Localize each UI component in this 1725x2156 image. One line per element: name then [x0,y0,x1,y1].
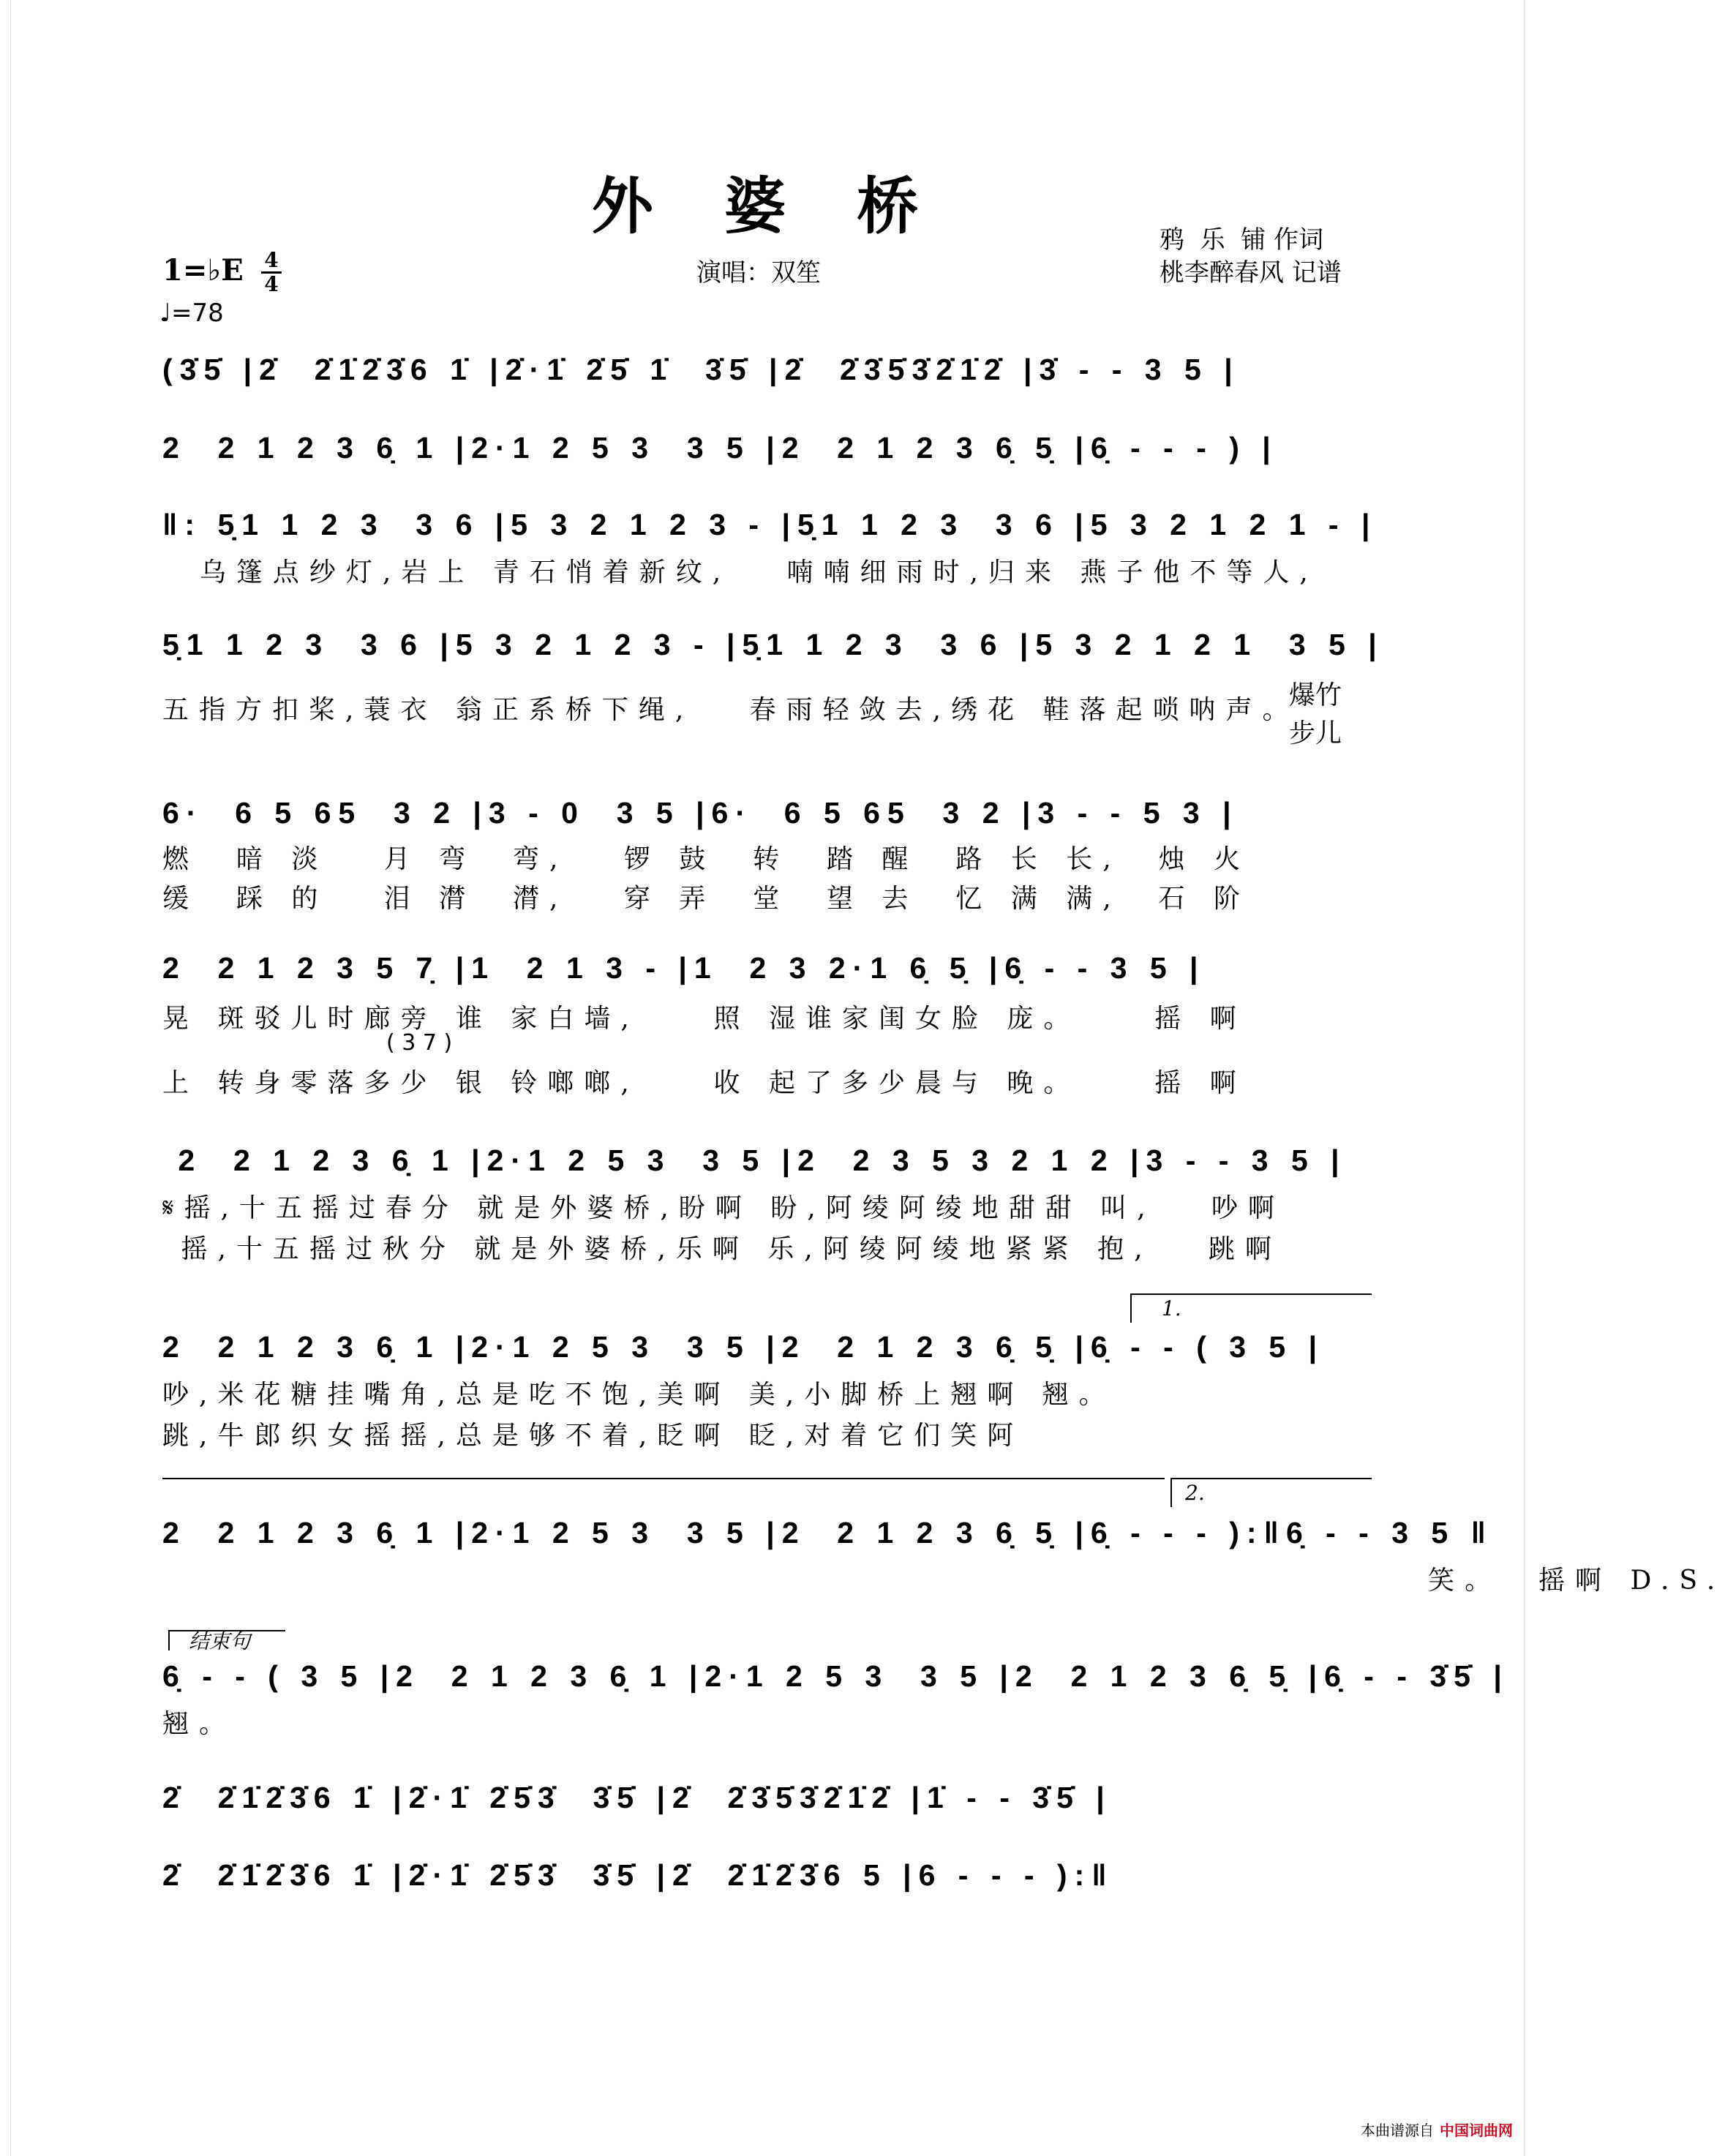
lyric-line: 燃 暗 淡 月 弯 弯, 锣 鼓 转 踏 醒 路 长 长, 烛 火 [162,844,1250,874]
lyricist-credit: 鸦 乐 铺 作词 [1160,225,1324,255]
page-footer [1361,2119,1513,2140]
volta-2-bracket-side [1170,1478,1172,1507]
time-signature-top: 4 [264,248,279,272]
lyric-line: 翘。 [162,1709,236,1739]
lyric-line: 跳,牛郎织女摇摇,总是够不着,眨啊 眨,对着它们笑阿 [162,1421,1024,1451]
lyric-line: 𝄋摇,十五摇过春分 就是外婆桥,盼啊 盼,阿绫阿绫地甜甜 叫, 吵啊 [162,1193,1285,1223]
ending-section-label: 结束句 [189,1629,251,1653]
notation-line: 6̣ - - ( 3 5 |2 2 1 2 3 6̣ 1 |2·1 2 5 3 3 5 |2 2 1 2 3 6̣ 5̣ |6̣ - - 3̇5̇ | [162,1659,1509,1693]
volta-1-bracket-side [1130,1293,1132,1323]
notation-line: ‖: 5̣1 1 2 3 3 6 |5 3 2 1 2 3 - |5̣1 1 2 3 3 6 |5 3 2 1 2 1 - | [162,508,1378,541]
lyric-line: 缓 踩 的 泪 潸 潸, 穿 弄 堂 望 去 忆 满 满, 石 阶 [162,884,1250,914]
volta-2-bracket [1170,1478,1372,1479]
lyric-line: 吵,米花糖挂嘴角,总是吃不饱,美啊 美,小脚桥上翘啊 翘。 [162,1380,1116,1410]
alternate-notes: ( 3 7 ) [386,1030,453,1056]
notation-line: 2 2 1 2 3 6̣ 1 |2·1 2 5 3 3 5 |2 2 1 2 3 6̣ 5̣ |6̣ - - ( 3 5 | [162,1330,1325,1364]
footer-brand-link[interactable]: 中国词曲网 [1440,2122,1513,2139]
notation-line: 6· 6 5 65 3 2 |3 - 0 3 5 |6· 6 5 65 3 2 |3 - - 5 3 | [162,796,1239,830]
volta-1-label: 1. [1162,1296,1181,1321]
lyric-line: 乌篷点纱灯,岩上 青石悄着新纹, 喃喃细雨时,归来 燕子他不等人, [162,557,1318,587]
notation-line: 2̇ 2̇1̇2̇3̇6 1̇ |2̇·1̇ 2̇5̇3̇ 3̇5̇ |2̇ 2̇1̇2̇3̇6 5 |6 - - - ):‖ [162,1858,1114,1892]
tempo-marking: ♩=78 [159,298,224,328]
notation-line: (3̇5̇ |2̇ 2̇1̇2̇3̇6 1̇ |2̇·1̇ 2̇5̇ 1̇ 3̇5̇ |2̇ 2̇3̇5̇3̇2̇1̇2̇ |3̇ - - 3 5 | [162,353,1240,386]
notation-line: 2 2 1 2 3 6̣ 1 |2·1 2 5 3 3 5 |2 2 1 2 3 6̣ 5̣ |6̣ - - - ):‖6̣ - - 3 5 ‖ [162,1516,1494,1550]
ending-bracket-side [168,1630,170,1650]
footer-source-text: 本曲谱源自 [1361,2122,1434,2139]
brace-lyric-bottom: 步儿 [1289,718,1342,748]
lyric-line: 五指方扣桨,蓑衣 翁正系桥下绳, 春雨轻敛去,绣花 鞋落起唢呐声。 [162,695,1299,725]
notation-line: 2 2 1 2 3 5 7̣ |1 2 1 3 - |1 2 3 2·1 6̣ 5̣ |6̣ - - 3 5 | [162,951,1206,985]
song-title: 外 婆 桥 [591,170,944,242]
lyric-line: 笑。 摇啊 D.S. [162,1566,1725,1596]
time-signature-bottom: 4 [264,272,279,296]
time-signature [258,250,285,295]
right-edge-strip [1524,0,1535,2156]
lyric-line: 摇,十五摇过秋分 就是外婆桥,乐啊 乐,阿绫阿绫地紧紧 抱, 跳啊 [162,1234,1282,1264]
volta-1-continuation-line [162,1478,1165,1479]
left-edge-strip [0,0,11,2156]
brace-lyric-top: 爆竹 [1289,680,1342,710]
lyric-line: 晃 斑驳儿时廊旁 谁 家白墙, 照 湿谁家闺女脸 庞。 摇 啊 [162,1004,1247,1034]
notation-line: 2 2 1 2 3 6̣ 1 |2·1 2 5 3 3 5 |2 2 3 5 3 2 1 2 |3 - - 3 5 | [162,1143,1347,1177]
singer-credit: 演唱：双笙 [696,258,821,288]
notation-line: 2̇ 2̇1̇2̇3̇6 1̇ |2̇·1̇ 2̇5̇3̇ 3̇5̇ |2̇ 2̇3̇5̇3̇2̇1̇2̇ |1̇ - - 3̇5̇ | [162,1781,1112,1814]
volta-1-bracket [1130,1293,1372,1295]
transcriber-credit: 桃李醉春风 记谱 [1160,258,1342,288]
volta-2-label: 2. [1185,1481,1205,1505]
notation-line: 2 2 1 2 3 6̣ 1 |2·1 2 5 3 3 5 |2 2 1 2 3 6̣ 5̣ |6̣ - - - ) | [162,431,1278,465]
lyric-line: 上 转身零落多少 银 铃啷啷, 收 起了多少晨与 晚。 摇 啊 [162,1068,1247,1098]
key-signature: 1=♭E [162,253,244,288]
notation-line: 5̣1 1 2 3 3 6 |5 3 2 1 2 3 - |5̣1 1 2 3 3 6 |5 3 2 1 2 1 3 5 | [162,628,1384,661]
